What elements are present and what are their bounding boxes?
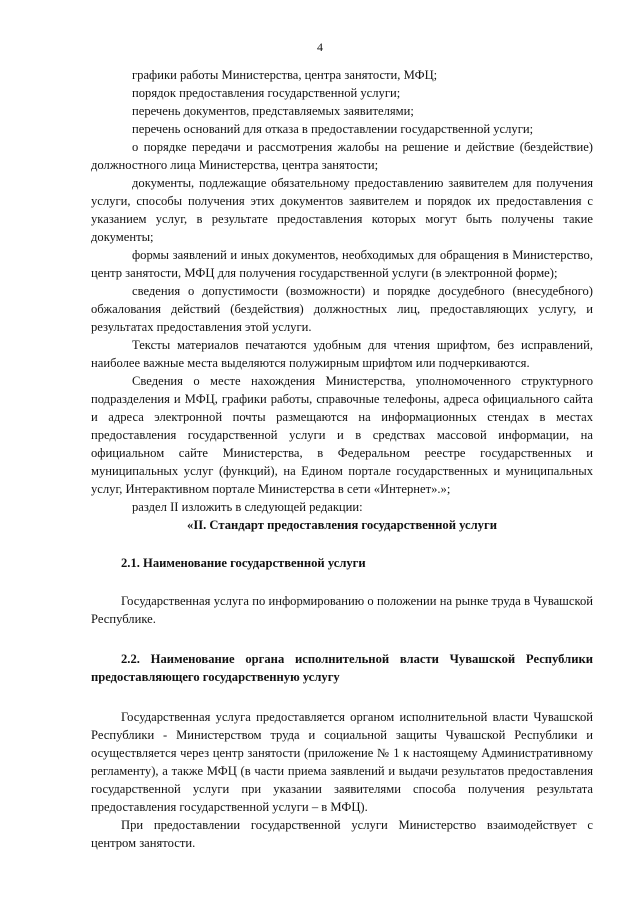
document-body bbox=[91, 66, 593, 852]
paragraph: раздел II изложить в следующей редакции: bbox=[132, 500, 363, 514]
heading-2-2: 2.2. Наименование органа исполнительной власти Чувашской Республики предоставляющего государственную услугу bbox=[91, 652, 593, 684]
paragraph: графики работы Министерства, центра занятости, МФЦ; bbox=[132, 68, 438, 82]
paragraph-2-2-b: При предоставлении государственной услуги Министерство взаимодействует с центром занятости. bbox=[91, 818, 593, 850]
paragraph: перечень оснований для отказа в предоставлении государственной услуги; bbox=[132, 122, 534, 136]
paragraph: сведения о допустимости (возможности) и порядке досудебного (внесудебного) обжалования действий (бездействия) должностных лиц, предоставляющих услугу, и результатах предоставления этой услуги. bbox=[91, 284, 593, 334]
paragraph: Сведения о месте нахождения Министерства, уполномоченного структурного подразделения и МФЦ, графики работы, справочные телефоны, адреса официального сайта и адреса электронной почты размещаются на информационных стендах в местах предоставления государственной услуги и в средствах массовой информации, на официальном сайте Министерства, в Федеральном реестре государственных и муниципальных услуг (функций), на Едином портале государственных и муниципальных услуг, Интерактивном портале Министерства в сети «Интернет».»; bbox=[91, 374, 593, 496]
paragraph: формы заявлений и иных документов, необходимых для обращения в Министерство, центр занятости, МФЦ для получения государственной услуги (в электронной форме); bbox=[91, 248, 593, 280]
page-number: 4 bbox=[317, 40, 323, 54]
paragraph: порядок предоставления государственной услуги; bbox=[132, 86, 401, 100]
paragraph-2-1: Государственная услуга по информированию о положении на рынке труда в Чувашской Республике. bbox=[91, 594, 593, 626]
paragraph: о порядке передачи и рассмотрения жалобы на решение и действие (бездействие) должностного лица Министерства, центра занятости; bbox=[91, 140, 593, 172]
paragraph: перечень документов, представляемых заявителями; bbox=[132, 104, 414, 118]
section-title: «II. Стандарт предоставления государственной услуги bbox=[187, 518, 497, 532]
paragraph: документы, подлежащие обязательному предоставлению заявителем для получения услуги, способы получения этих документов заявителем и порядок их предоставления с указанием услуг, в результате предоставления которых могут быть получены такие документы; bbox=[91, 176, 593, 244]
paragraph: Тексты материалов печатаются удобным для чтения шрифтом, без исправлений, наиболее важные места выделяются полужирным шрифтом или подчеркиваются. bbox=[91, 338, 593, 370]
heading-2-1: 2.1. Наименование государственной услуги bbox=[121, 556, 366, 570]
paragraph-2-2-a: Государственная услуга предоставляется органом исполнительной власти Чувашской Республики - Министерством труда и социальной защиты Чувашской Республики и осуществляется через центр занятости (приложение № 1 к настоящему Административному регламенту), а также МФЦ (в части приема заявлений и выдачи результатов предоставления государственной услуги при указании заявителями способа получения результата предоставления государственной услуги – в МФЦ). bbox=[91, 710, 593, 814]
